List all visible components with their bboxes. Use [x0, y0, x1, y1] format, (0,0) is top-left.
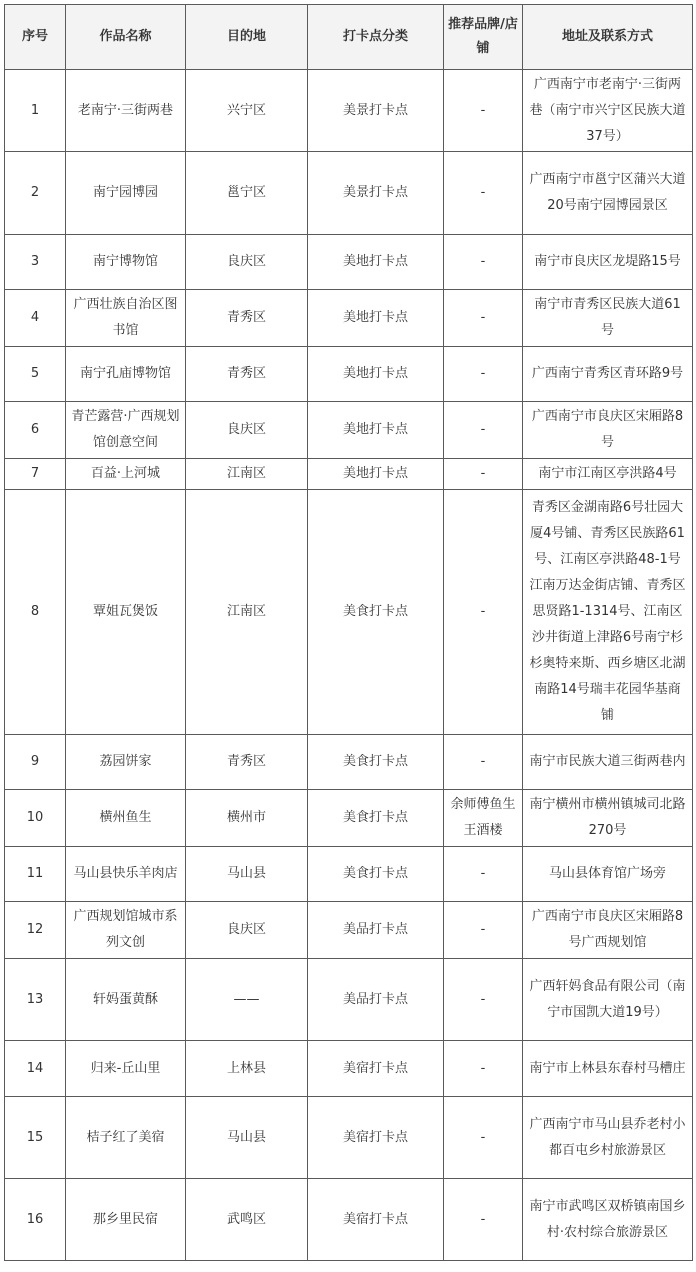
cell-index: 15 — [5, 1097, 66, 1179]
table-row — [5, 1041, 693, 1097]
table-row — [5, 735, 693, 790]
table-row — [5, 402, 693, 459]
cell-category: 美食打卡点 — [308, 490, 444, 735]
header-work-name: 作品名称 — [66, 5, 186, 70]
cell-address: 南宁市良庆区龙堤路15号 — [523, 235, 693, 290]
cell-index: 7 — [5, 459, 66, 490]
cell-category: 美食打卡点 — [308, 735, 444, 790]
header-row — [5, 5, 693, 70]
table-row — [5, 459, 693, 490]
cell-destination: 马山县 — [186, 1097, 308, 1179]
cell-address: 广西南宁市良庆区宋厢路8号 — [523, 402, 693, 459]
table-row — [5, 290, 693, 347]
cell-brand: - — [444, 959, 523, 1041]
table-row — [5, 790, 693, 847]
cell-category: 美品打卡点 — [308, 902, 444, 959]
cell-brand: - — [444, 847, 523, 902]
cell-destination: 江南区 — [186, 490, 308, 735]
cell-work-name: 轩妈蛋黄酥 — [66, 959, 186, 1041]
table-row — [5, 70, 693, 152]
cell-destination: 良庆区 — [186, 235, 308, 290]
cell-destination: 上林县 — [186, 1041, 308, 1097]
header-address: 地址及联系方式 — [523, 5, 693, 70]
cell-index: 6 — [5, 402, 66, 459]
cell-index: 8 — [5, 490, 66, 735]
cell-work-name: 南宁孔庙博物馆 — [66, 347, 186, 402]
cell-category: 美地打卡点 — [308, 347, 444, 402]
cell-category: 美地打卡点 — [308, 235, 444, 290]
cell-work-name: 那乡里民宿 — [66, 1179, 186, 1261]
cell-address: 广西南宁市马山县乔老村小都百屯乡村旅游景区 — [523, 1097, 693, 1179]
cell-category: 美地打卡点 — [308, 459, 444, 490]
table-row — [5, 235, 693, 290]
cell-index: 14 — [5, 1041, 66, 1097]
cell-destination: 良庆区 — [186, 902, 308, 959]
cell-category: 美地打卡点 — [308, 290, 444, 347]
header-category: 打卡点分类 — [308, 5, 444, 70]
cell-work-name: 老南宁·三街两巷 — [66, 70, 186, 152]
cell-work-name: 马山县快乐羊肉店 — [66, 847, 186, 902]
cell-work-name: 青芒露营·广西规划馆创意空间 — [66, 402, 186, 459]
cell-work-name: 广西规划馆城市系列文创 — [66, 902, 186, 959]
header-index: 序号 — [5, 5, 66, 70]
cell-index: 10 — [5, 790, 66, 847]
cell-work-name: 归来-丘山里 — [66, 1041, 186, 1097]
cell-category: 美宿打卡点 — [308, 1179, 444, 1261]
cell-index: 16 — [5, 1179, 66, 1261]
cell-address: 南宁市江南区亭洪路4号 — [523, 459, 693, 490]
cell-category: 美宿打卡点 — [308, 1041, 444, 1097]
cell-address: 南宁市上林县东春村马槽庄 — [523, 1041, 693, 1097]
cell-category: 美景打卡点 — [308, 152, 444, 235]
cell-index: 13 — [5, 959, 66, 1041]
cell-brand: - — [444, 490, 523, 735]
cell-work-name: 覃姐瓦煲饭 — [66, 490, 186, 735]
table-row — [5, 490, 693, 735]
cell-address: 南宁横州市横州镇城司北路270号 — [523, 790, 693, 847]
table-row — [5, 1097, 693, 1179]
cell-brand: - — [444, 1179, 523, 1261]
cell-brand: - — [444, 402, 523, 459]
cell-brand: - — [444, 70, 523, 152]
cell-category: 美地打卡点 — [308, 402, 444, 459]
cell-brand: 余师傅鱼生王酒楼 — [444, 790, 523, 847]
cell-work-name: 横州鱼生 — [66, 790, 186, 847]
cell-work-name: 南宁博物馆 — [66, 235, 186, 290]
cell-brand: - — [444, 459, 523, 490]
checkin-table — [4, 4, 693, 1261]
cell-work-name: 荔园饼家 — [66, 735, 186, 790]
cell-work-name: 广西壮族自治区图书馆 — [66, 290, 186, 347]
cell-work-name: 百益·上河城 — [66, 459, 186, 490]
cell-index: 2 — [5, 152, 66, 235]
cell-destination: 邕宁区 — [186, 152, 308, 235]
cell-destination: 马山县 — [186, 847, 308, 902]
cell-destination: 青秀区 — [186, 735, 308, 790]
cell-address: 广西南宁市老南宁·三街两巷（南宁市兴宁区民族大道37号） — [523, 70, 693, 152]
table-row — [5, 847, 693, 902]
cell-destination: 横州市 — [186, 790, 308, 847]
cell-index: 1 — [5, 70, 66, 152]
table-row — [5, 902, 693, 959]
cell-address: 南宁市青秀区民族大道61号 — [523, 290, 693, 347]
cell-work-name: 桔子红了美宿 — [66, 1097, 186, 1179]
cell-category: 美宿打卡点 — [308, 1097, 444, 1179]
cell-address: 马山县体育馆广场旁 — [523, 847, 693, 902]
cell-index: 12 — [5, 902, 66, 959]
cell-index: 3 — [5, 235, 66, 290]
cell-destination: 良庆区 — [186, 402, 308, 459]
cell-address: 广西南宁市邕宁区蒲兴大道20号南宁园博园景区 — [523, 152, 693, 235]
cell-brand: - — [444, 235, 523, 290]
table-row — [5, 152, 693, 235]
cell-brand: - — [444, 1097, 523, 1179]
cell-index: 9 — [5, 735, 66, 790]
cell-address: 南宁市武鸣区双桥镇南国乡村·农村综合旅游景区 — [523, 1179, 693, 1261]
cell-brand: - — [444, 735, 523, 790]
cell-brand: - — [444, 1041, 523, 1097]
cell-index: 4 — [5, 290, 66, 347]
cell-address: 青秀区金湖南路6号壮园大厦4号铺、青秀区民族路61号、江南区亭洪路48-1号江南万达金街店铺、青秀区思贤路1-1314号、江南区沙井街道上津路6号南宁杉杉奥特来斯、西乡塘区北湖南路14号瑞丰花园华基商铺 — [523, 490, 693, 735]
cell-destination: 兴宁区 — [186, 70, 308, 152]
header-brand: 推荐品牌/店铺 — [444, 5, 523, 70]
cell-address: 广西轩妈食品有限公司（南宁市国凯大道19号） — [523, 959, 693, 1041]
table-row — [5, 1179, 693, 1261]
table-row — [5, 347, 693, 402]
cell-category: 美食打卡点 — [308, 790, 444, 847]
cell-category: 美景打卡点 — [308, 70, 444, 152]
cell-index: 11 — [5, 847, 66, 902]
cell-work-name: 南宁园博园 — [66, 152, 186, 235]
cell-address: 广西南宁青秀区青环路9号 — [523, 347, 693, 402]
cell-destination: 青秀区 — [186, 347, 308, 402]
cell-category: 美食打卡点 — [308, 847, 444, 902]
cell-address: 南宁市民族大道三街两巷内 — [523, 735, 693, 790]
cell-destination: 青秀区 — [186, 290, 308, 347]
cell-destination: —— — [186, 959, 308, 1041]
cell-address: 广西南宁市良庆区宋厢路8号广西规划馆 — [523, 902, 693, 959]
cell-brand: - — [444, 290, 523, 347]
table-row — [5, 959, 693, 1041]
cell-brand: - — [444, 152, 523, 235]
header-destination: 目的地 — [186, 5, 308, 70]
cell-index: 5 — [5, 347, 66, 402]
cell-brand: - — [444, 902, 523, 959]
cell-category: 美品打卡点 — [308, 959, 444, 1041]
cell-destination: 江南区 — [186, 459, 308, 490]
cell-brand: - — [444, 347, 523, 402]
cell-destination: 武鸣区 — [186, 1179, 308, 1261]
